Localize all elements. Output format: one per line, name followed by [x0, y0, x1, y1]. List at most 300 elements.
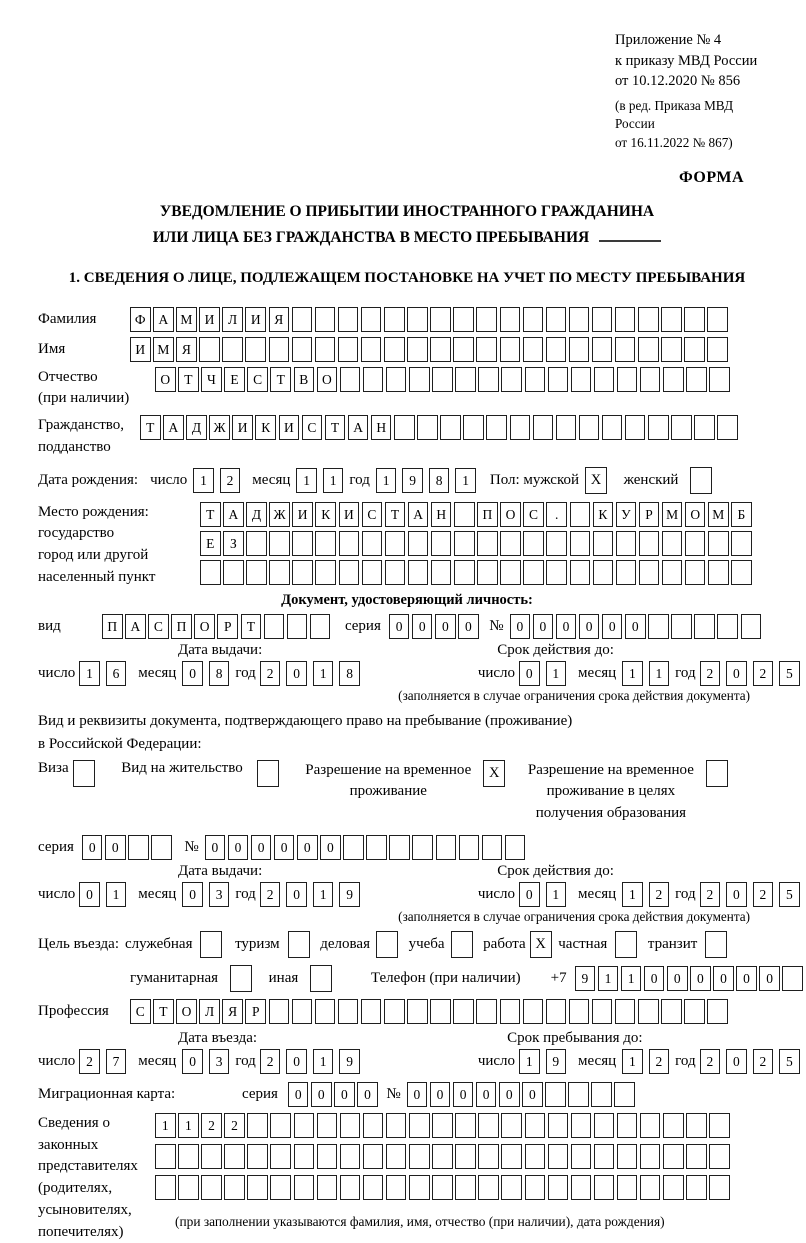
char-cell[interactable]: [151, 835, 172, 860]
char-cell[interactable]: [315, 337, 336, 362]
residence-series-cells[interactable]: [82, 835, 174, 860]
char-cell[interactable]: [640, 367, 661, 392]
char-cell[interactable]: [455, 1144, 476, 1169]
char-cell[interactable]: [386, 1175, 407, 1200]
residence-number-cells[interactable]: [205, 835, 528, 860]
char-cell[interactable]: 7: [106, 1049, 127, 1074]
char-cell[interactable]: [384, 337, 405, 362]
profession-cells[interactable]: [130, 999, 730, 1024]
char-cell[interactable]: 1: [106, 882, 127, 907]
char-cell[interactable]: [625, 415, 646, 440]
purpose-humanitarian-checkbox[interactable]: [230, 965, 252, 992]
char-cell[interactable]: Ф: [130, 307, 151, 332]
char-cell[interactable]: [684, 307, 705, 332]
char-cell[interactable]: [409, 367, 430, 392]
visa-checkbox[interactable]: [73, 760, 95, 787]
residence-issue-year-cells[interactable]: [260, 882, 366, 907]
char-cell[interactable]: 2: [753, 1049, 774, 1074]
char-cell[interactable]: Н: [371, 415, 392, 440]
char-cell[interactable]: [270, 1144, 291, 1169]
expiry-year-cells[interactable]: [700, 661, 806, 686]
char-cell[interactable]: 0: [667, 966, 688, 991]
char-cell[interactable]: Т: [200, 502, 221, 527]
char-cell[interactable]: [478, 1175, 499, 1200]
char-cell[interactable]: Ж: [269, 502, 290, 527]
char-cell[interactable]: [546, 531, 567, 556]
char-cell[interactable]: П: [477, 502, 498, 527]
char-cell[interactable]: А: [348, 415, 369, 440]
char-cell[interactable]: Ч: [201, 367, 222, 392]
char-cell[interactable]: 0: [105, 835, 126, 860]
char-cell[interactable]: [638, 337, 659, 362]
char-cell[interactable]: С: [523, 502, 544, 527]
char-cell[interactable]: [525, 1113, 546, 1138]
char-cell[interactable]: Н: [431, 502, 452, 527]
char-cell[interactable]: 0: [519, 882, 540, 907]
char-cell[interactable]: 1: [193, 468, 214, 493]
char-cell[interactable]: 0: [499, 1082, 520, 1107]
char-cell[interactable]: [315, 307, 336, 332]
char-cell[interactable]: [338, 999, 359, 1024]
char-cell[interactable]: [340, 367, 361, 392]
char-cell[interactable]: Л: [222, 307, 243, 332]
stay-month-cells[interactable]: [622, 1049, 675, 1074]
char-cell[interactable]: К: [315, 502, 336, 527]
char-cell[interactable]: [386, 1144, 407, 1169]
char-cell[interactable]: А: [408, 502, 429, 527]
char-cell[interactable]: 0: [644, 966, 665, 991]
char-cell[interactable]: [663, 1144, 684, 1169]
char-cell[interactable]: Д: [186, 415, 207, 440]
char-cell[interactable]: 2: [700, 1049, 721, 1074]
char-cell[interactable]: 0: [690, 966, 711, 991]
char-cell[interactable]: О: [176, 999, 197, 1024]
char-cell[interactable]: [384, 999, 405, 1024]
identity-number-cells[interactable]: [510, 614, 764, 639]
char-cell[interactable]: [523, 999, 544, 1024]
char-cell[interactable]: 2: [79, 1049, 100, 1074]
char-cell[interactable]: [478, 1113, 499, 1138]
char-cell[interactable]: [317, 1144, 338, 1169]
stay-day-cells[interactable]: [519, 1049, 572, 1074]
char-cell[interactable]: О: [685, 502, 706, 527]
char-cell[interactable]: [568, 1082, 589, 1107]
char-cell[interactable]: [245, 337, 266, 362]
char-cell[interactable]: 5: [779, 882, 800, 907]
char-cell[interactable]: [407, 307, 428, 332]
char-cell[interactable]: [591, 1082, 612, 1107]
char-cell[interactable]: [476, 337, 497, 362]
char-cell[interactable]: 0: [726, 882, 747, 907]
char-cell[interactable]: [501, 1144, 522, 1169]
char-cell[interactable]: [709, 1175, 730, 1200]
char-cell[interactable]: [707, 999, 728, 1024]
sex-female-checkbox[interactable]: [690, 467, 712, 494]
char-cell[interactable]: [408, 531, 429, 556]
char-cell[interactable]: [592, 999, 613, 1024]
char-cell[interactable]: [570, 502, 591, 527]
char-cell[interactable]: [501, 367, 522, 392]
char-cell[interactable]: [389, 835, 410, 860]
char-cell[interactable]: И: [339, 502, 360, 527]
char-cell[interactable]: Я: [222, 999, 243, 1024]
char-cell[interactable]: [292, 307, 313, 332]
char-cell[interactable]: [571, 1113, 592, 1138]
char-cell[interactable]: С: [247, 367, 268, 392]
char-cell[interactable]: 1: [79, 661, 100, 686]
char-cell[interactable]: [533, 415, 554, 440]
purpose-official-checkbox[interactable]: [200, 931, 222, 958]
phone-cells[interactable]: [575, 966, 806, 991]
char-cell[interactable]: [430, 337, 451, 362]
char-cell[interactable]: [317, 1175, 338, 1200]
char-cell[interactable]: 9: [575, 966, 596, 991]
char-cell[interactable]: [694, 614, 715, 639]
char-cell[interactable]: 1: [313, 661, 334, 686]
residence-expiry-day-cells[interactable]: [519, 882, 572, 907]
char-cell[interactable]: [708, 560, 729, 585]
char-cell[interactable]: И: [279, 415, 300, 440]
purpose-work-checkbox[interactable]: X: [530, 931, 552, 958]
char-cell[interactable]: 0: [522, 1082, 543, 1107]
char-cell[interactable]: Д: [246, 502, 267, 527]
char-cell[interactable]: [270, 1175, 291, 1200]
char-cell[interactable]: 1: [546, 882, 567, 907]
char-cell[interactable]: [386, 367, 407, 392]
char-cell[interactable]: [548, 1113, 569, 1138]
char-cell[interactable]: 0: [407, 1082, 428, 1107]
representatives-cells-row3[interactable]: [155, 1175, 732, 1200]
char-cell[interactable]: 0: [82, 835, 103, 860]
char-cell[interactable]: М: [708, 502, 729, 527]
char-cell[interactable]: [686, 1144, 707, 1169]
char-cell[interactable]: [594, 1144, 615, 1169]
char-cell[interactable]: [570, 560, 591, 585]
char-cell[interactable]: [431, 531, 452, 556]
char-cell[interactable]: 0: [357, 1082, 378, 1107]
char-cell[interactable]: 0: [79, 882, 100, 907]
char-cell[interactable]: [178, 1175, 199, 1200]
char-cell[interactable]: [500, 307, 521, 332]
char-cell[interactable]: [363, 1175, 384, 1200]
char-cell[interactable]: [546, 560, 567, 585]
char-cell[interactable]: [294, 1144, 315, 1169]
char-cell[interactable]: [510, 415, 531, 440]
purpose-tourism-checkbox[interactable]: [288, 931, 310, 958]
char-cell[interactable]: 2: [224, 1113, 245, 1138]
char-cell[interactable]: [270, 1113, 291, 1138]
char-cell[interactable]: [246, 560, 267, 585]
char-cell[interactable]: 0: [412, 614, 433, 639]
char-cell[interactable]: [685, 560, 706, 585]
char-cell[interactable]: [594, 1113, 615, 1138]
char-cell[interactable]: [638, 999, 659, 1024]
char-cell[interactable]: [476, 999, 497, 1024]
residence-permit-checkbox[interactable]: [257, 760, 279, 787]
char-cell[interactable]: [501, 1175, 522, 1200]
char-cell[interactable]: [317, 1113, 338, 1138]
patronymic-cells[interactable]: [155, 367, 732, 392]
char-cell[interactable]: [412, 835, 433, 860]
char-cell[interactable]: 0: [251, 835, 272, 860]
char-cell[interactable]: [500, 531, 521, 556]
residence-issue-day-cells[interactable]: [79, 882, 132, 907]
char-cell[interactable]: 1: [313, 1049, 334, 1074]
char-cell[interactable]: [362, 531, 383, 556]
char-cell[interactable]: 2: [260, 882, 281, 907]
birth-place-cells-row1[interactable]: [200, 502, 754, 527]
char-cell[interactable]: 8: [339, 661, 360, 686]
entry-day-cells[interactable]: [79, 1049, 132, 1074]
char-cell[interactable]: [409, 1113, 430, 1138]
char-cell[interactable]: [546, 307, 567, 332]
char-cell[interactable]: [455, 1113, 476, 1138]
char-cell[interactable]: [224, 1144, 245, 1169]
char-cell[interactable]: И: [199, 307, 220, 332]
char-cell[interactable]: [432, 1144, 453, 1169]
char-cell[interactable]: [731, 531, 752, 556]
char-cell[interactable]: Л: [199, 999, 220, 1024]
entry-year-cells[interactable]: [260, 1049, 366, 1074]
char-cell[interactable]: [292, 999, 313, 1024]
char-cell[interactable]: [579, 415, 600, 440]
char-cell[interactable]: С: [362, 502, 383, 527]
char-cell[interactable]: [478, 367, 499, 392]
char-cell[interactable]: [525, 367, 546, 392]
char-cell[interactable]: [546, 999, 567, 1024]
char-cell[interactable]: [569, 337, 590, 362]
representatives-cells-row1[interactable]: [155, 1113, 732, 1138]
char-cell[interactable]: [709, 1144, 730, 1169]
char-cell[interactable]: [363, 1144, 384, 1169]
char-cell[interactable]: [315, 560, 336, 585]
char-cell[interactable]: [686, 1175, 707, 1200]
char-cell[interactable]: [407, 999, 428, 1024]
char-cell[interactable]: 0: [519, 661, 540, 686]
residence-expiry-month-cells[interactable]: [622, 882, 675, 907]
birth-place-cells-row2[interactable]: [200, 531, 754, 556]
char-cell[interactable]: [454, 560, 475, 585]
char-cell[interactable]: О: [500, 502, 521, 527]
char-cell[interactable]: [455, 1175, 476, 1200]
char-cell[interactable]: [717, 614, 738, 639]
char-cell[interactable]: 9: [339, 882, 360, 907]
char-cell[interactable]: [294, 1113, 315, 1138]
char-cell[interactable]: 0: [602, 614, 623, 639]
char-cell[interactable]: [569, 999, 590, 1024]
char-cell[interactable]: 0: [759, 966, 780, 991]
char-cell[interactable]: И: [130, 337, 151, 362]
char-cell[interactable]: 0: [320, 835, 341, 860]
char-cell[interactable]: 2: [753, 661, 774, 686]
char-cell[interactable]: 0: [297, 835, 318, 860]
char-cell[interactable]: [200, 560, 221, 585]
char-cell[interactable]: [453, 999, 474, 1024]
char-cell[interactable]: [617, 1113, 638, 1138]
char-cell[interactable]: [717, 415, 738, 440]
char-cell[interactable]: 0: [713, 966, 734, 991]
char-cell[interactable]: [500, 337, 521, 362]
char-cell[interactable]: И: [292, 502, 313, 527]
char-cell[interactable]: [292, 560, 313, 585]
char-cell[interactable]: [648, 415, 669, 440]
purpose-study-checkbox[interactable]: [451, 931, 473, 958]
char-cell[interactable]: Б: [731, 502, 752, 527]
char-cell[interactable]: [363, 367, 384, 392]
residence-issue-month-cells[interactable]: [182, 882, 235, 907]
char-cell[interactable]: А: [153, 307, 174, 332]
char-cell[interactable]: [602, 415, 623, 440]
char-cell[interactable]: [431, 560, 452, 585]
char-cell[interactable]: [684, 999, 705, 1024]
char-cell[interactable]: [430, 307, 451, 332]
char-cell[interactable]: [340, 1175, 361, 1200]
char-cell[interactable]: 1: [155, 1113, 176, 1138]
char-cell[interactable]: [648, 614, 669, 639]
char-cell[interactable]: [500, 560, 521, 585]
char-cell[interactable]: 0: [533, 614, 554, 639]
char-cell[interactable]: 2: [753, 882, 774, 907]
char-cell[interactable]: [662, 560, 683, 585]
char-cell[interactable]: [708, 531, 729, 556]
char-cell[interactable]: [340, 1144, 361, 1169]
char-cell[interactable]: [287, 614, 308, 639]
char-cell[interactable]: [616, 560, 637, 585]
char-cell[interactable]: 0: [726, 1049, 747, 1074]
char-cell[interactable]: [548, 367, 569, 392]
char-cell[interactable]: 1: [178, 1113, 199, 1138]
char-cell[interactable]: Т: [325, 415, 346, 440]
char-cell[interactable]: [661, 307, 682, 332]
char-cell[interactable]: [546, 337, 567, 362]
char-cell[interactable]: [454, 531, 475, 556]
char-cell[interactable]: [384, 307, 405, 332]
char-cell[interactable]: [593, 560, 614, 585]
char-cell[interactable]: [486, 415, 507, 440]
char-cell[interactable]: А: [223, 502, 244, 527]
char-cell[interactable]: [571, 1175, 592, 1200]
char-cell[interactable]: [663, 1175, 684, 1200]
char-cell[interactable]: [594, 367, 615, 392]
char-cell[interactable]: 0: [579, 614, 600, 639]
char-cell[interactable]: Я: [269, 307, 290, 332]
char-cell[interactable]: Т: [270, 367, 291, 392]
char-cell[interactable]: 1: [621, 966, 642, 991]
char-cell[interactable]: [501, 1113, 522, 1138]
char-cell[interactable]: 0: [228, 835, 249, 860]
char-cell[interactable]: 1: [313, 882, 334, 907]
char-cell[interactable]: [155, 1144, 176, 1169]
char-cell[interactable]: [339, 560, 360, 585]
char-cell[interactable]: М: [176, 307, 197, 332]
char-cell[interactable]: [709, 1113, 730, 1138]
char-cell[interactable]: [292, 337, 313, 362]
char-cell[interactable]: О: [155, 367, 176, 392]
char-cell[interactable]: [453, 307, 474, 332]
char-cell[interactable]: 9: [339, 1049, 360, 1074]
char-cell[interactable]: 1: [296, 468, 317, 493]
char-cell[interactable]: Т: [140, 415, 161, 440]
char-cell[interactable]: [459, 835, 480, 860]
char-cell[interactable]: [408, 560, 429, 585]
char-cell[interactable]: [128, 835, 149, 860]
char-cell[interactable]: 2: [201, 1113, 222, 1138]
char-cell[interactable]: [615, 999, 636, 1024]
char-cell[interactable]: 2: [700, 882, 721, 907]
char-cell[interactable]: [614, 1082, 635, 1107]
char-cell[interactable]: [315, 999, 336, 1024]
char-cell[interactable]: 0: [311, 1082, 332, 1107]
char-cell[interactable]: Ж: [209, 415, 230, 440]
char-cell[interactable]: Р: [639, 502, 660, 527]
char-cell[interactable]: 0: [288, 1082, 309, 1107]
char-cell[interactable]: [432, 1113, 453, 1138]
char-cell[interactable]: [640, 1144, 661, 1169]
char-cell[interactable]: 1: [649, 661, 670, 686]
char-cell[interactable]: [155, 1175, 176, 1200]
char-cell[interactable]: 8: [209, 661, 230, 686]
temp-residence-education-checkbox[interactable]: [706, 760, 728, 787]
char-cell[interactable]: [661, 999, 682, 1024]
char-cell[interactable]: [246, 531, 267, 556]
char-cell[interactable]: [477, 560, 498, 585]
char-cell[interactable]: [663, 1113, 684, 1138]
given-name-cells[interactable]: [130, 337, 730, 362]
char-cell[interactable]: [407, 337, 428, 362]
char-cell[interactable]: [361, 307, 382, 332]
char-cell[interactable]: [269, 337, 290, 362]
char-cell[interactable]: [662, 531, 683, 556]
char-cell[interactable]: [478, 1144, 499, 1169]
char-cell[interactable]: 6: [106, 661, 127, 686]
migration-number-cells[interactable]: [407, 1082, 638, 1107]
char-cell[interactable]: 0: [389, 614, 410, 639]
char-cell[interactable]: [453, 337, 474, 362]
char-cell[interactable]: [731, 560, 752, 585]
char-cell[interactable]: 1: [622, 882, 643, 907]
char-cell[interactable]: [361, 337, 382, 362]
char-cell[interactable]: О: [194, 614, 215, 639]
char-cell[interactable]: С: [302, 415, 323, 440]
char-cell[interactable]: 0: [205, 835, 226, 860]
char-cell[interactable]: [409, 1144, 430, 1169]
char-cell[interactable]: 3: [209, 882, 230, 907]
char-cell[interactable]: [523, 531, 544, 556]
char-cell[interactable]: [616, 531, 637, 556]
char-cell[interactable]: [684, 337, 705, 362]
char-cell[interactable]: [639, 560, 660, 585]
char-cell[interactable]: 0: [458, 614, 479, 639]
char-cell[interactable]: 0: [182, 661, 203, 686]
expiry-day-cells[interactable]: [519, 661, 572, 686]
char-cell[interactable]: Р: [245, 999, 266, 1024]
char-cell[interactable]: [685, 531, 706, 556]
citizenship-cells[interactable]: [140, 415, 740, 440]
char-cell[interactable]: [385, 531, 406, 556]
char-cell[interactable]: [201, 1175, 222, 1200]
char-cell[interactable]: Т: [241, 614, 262, 639]
char-cell[interactable]: 0: [286, 661, 307, 686]
issue-year-cells[interactable]: [260, 661, 366, 686]
char-cell[interactable]: 0: [286, 1049, 307, 1074]
char-cell[interactable]: [269, 531, 290, 556]
char-cell[interactable]: [640, 1113, 661, 1138]
char-cell[interactable]: [247, 1144, 268, 1169]
char-cell[interactable]: 2: [220, 468, 241, 493]
char-cell[interactable]: [432, 367, 453, 392]
char-cell[interactable]: 9: [402, 468, 423, 493]
char-cell[interactable]: А: [163, 415, 184, 440]
